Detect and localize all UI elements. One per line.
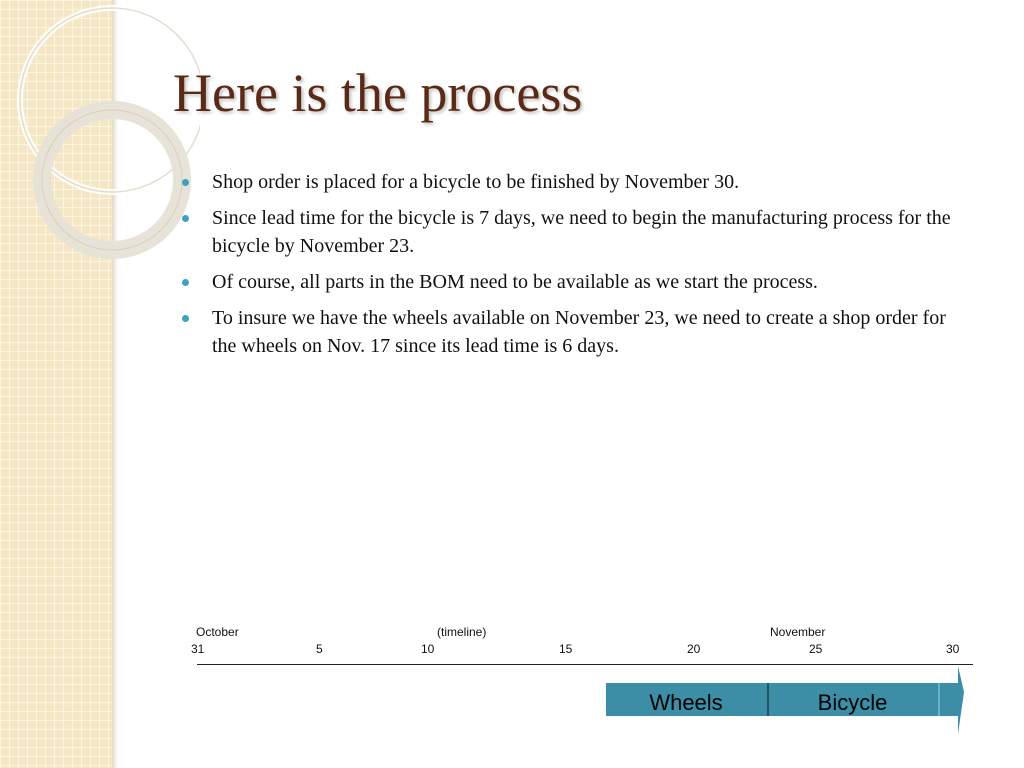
- timeline-tick-label: 31: [191, 642, 205, 656]
- timeline-tick-label: 15: [559, 642, 573, 656]
- timeline-tick-label: 10: [421, 642, 435, 656]
- bullet-item: [182, 168, 972, 196]
- bullet-dot-icon: [182, 179, 189, 186]
- timeline-caption: (timeline): [437, 625, 487, 639]
- bullet-item: [182, 304, 972, 360]
- decorative-circles: [0, 0, 200, 300]
- timeline-month-october: October: [196, 625, 239, 639]
- slide-title: Here is the process: [173, 63, 583, 123]
- timeline-month-november: November: [770, 625, 826, 639]
- bullet-text: To insure we have the wheels available on November 23, we need to create a shop order for the wheels on Nov. 17 since its lead time is 6 days.: [212, 307, 946, 357]
- segment-label-wheels: Wheels: [649, 690, 723, 715]
- bullet-list: [182, 168, 972, 368]
- bullet-item: [182, 268, 972, 296]
- timeline-tick-label: 20: [687, 642, 701, 656]
- bullet-text: Since lead time for the bicycle is 7 days, we need to begin the manufacturing process for the bicycle by November 23.: [212, 207, 951, 257]
- bullet-text: Of course, all parts in the BOM need to be available as we start the process.: [212, 271, 818, 293]
- bullet-dot-icon: [182, 215, 189, 222]
- bullet-item: [182, 204, 972, 260]
- timeline-tick-label: 25: [809, 642, 823, 656]
- bullet-text: Shop order is placed for a bicycle to be finished by November 30.: [212, 171, 740, 193]
- timeline-axis-line: [197, 664, 973, 665]
- bullet-dot-icon: [182, 315, 189, 322]
- bullet-dot-icon: [182, 279, 189, 286]
- timeline-tick-label: 30: [946, 642, 960, 656]
- segment-label-bicycle: Bicycle: [817, 690, 888, 715]
- timeline-tick-label: 5: [316, 642, 323, 656]
